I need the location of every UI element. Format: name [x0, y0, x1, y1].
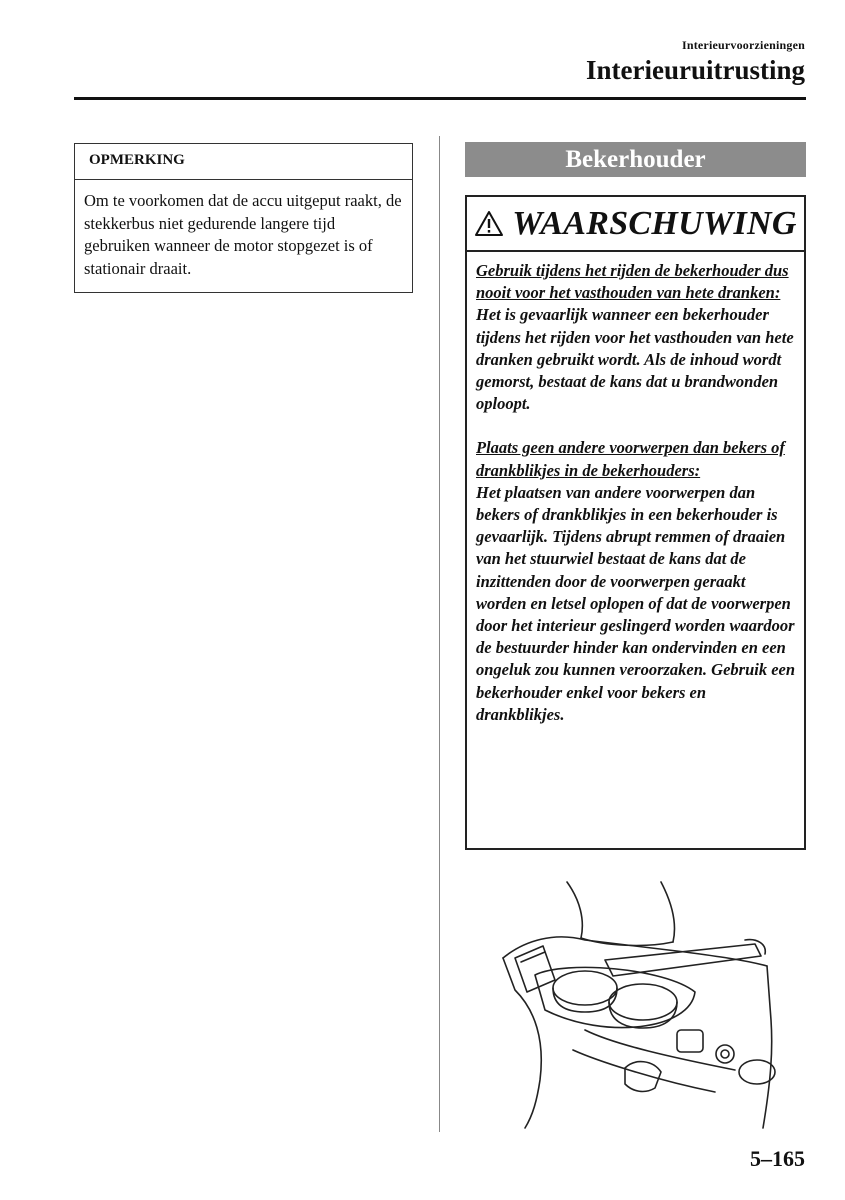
warning-triangle-icon [474, 210, 504, 237]
warning-title: WAARSCHUWING [512, 204, 797, 242]
note-text: Om te voorkomen dat de accu uitgeput raakt, de stekkerbus niet gedurende langere tijd gebruiken wanneer de motor stopgezet is of stationair draait. [84, 191, 402, 278]
note-heading: OPMERKING [75, 144, 412, 180]
warning-item-text: Het is gevaarlijk wanneer een bekerhouder tijdens het rijden voor het vasthouden van hete dranken gebruikt wordt. Als de inhoud wordt gemorst, bestaat de kans dat u brandwonden oploopt. [476, 305, 794, 414]
page-number: 5–165 [750, 1146, 805, 1171]
warning-item-text: Het plaatsen van andere voorwerpen dan bekers of drankblikjes in een bekerhouder is gevaarlijk. Tijdens abrupt remmen of draaien van het stuurwiel bestaat de kans dat de inzittenden door de voorwerpen geraakt worden en letsel oplopen of dat de voorwerpen door het interieur geslingerd worden waardoor de bestuurder hinder kan ondervinden en een ongeluk zou kunnen veroorzaken. Gebruik een bekerhouder enkel voor bekers en drankblikjes. [476, 482, 796, 724]
warning-body [467, 252, 804, 726]
running-header-title: Interieuruitrusting [586, 55, 805, 85]
section-heading: Bekerhouder [465, 142, 806, 177]
column-divider [439, 136, 440, 1132]
header-rule [74, 97, 806, 100]
warning-header [467, 197, 804, 252]
warning-item [476, 437, 796, 726]
note-box [74, 143, 413, 293]
warning-item-heading: Gebruik tijdens het rijden de bekerhouder dus nooit voor het vasthouden van hete dranken: [476, 261, 789, 303]
cup-holder-illustration [485, 880, 785, 1130]
warning-item [476, 260, 796, 415]
warning-box [465, 195, 806, 850]
warning-item-heading: Plaats geen andere voorwerpen dan bekers of drankblikjes in de bekerhouders: [476, 438, 785, 480]
running-header-section: Interieurvoorzieningen [681, 38, 805, 52]
